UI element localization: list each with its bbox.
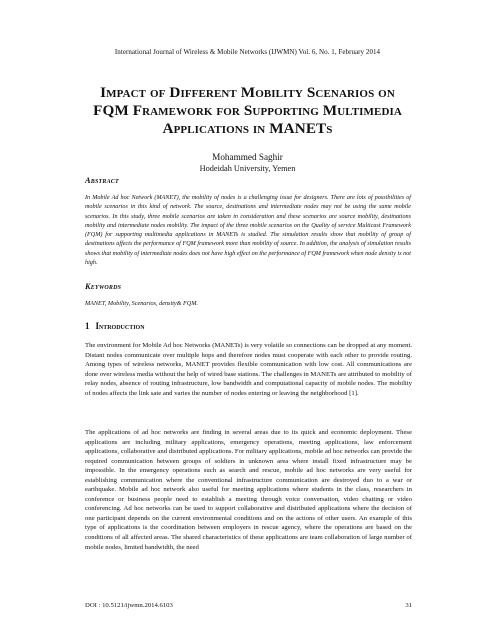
- title-line-2: FQM Framework for Supporting Multimedia: [93, 102, 402, 119]
- journal-header: International Journal of Wireless & Mobile Networks (IJWMN) Vol. 6, No. 1, February 2014: [114, 48, 381, 56]
- footer-doi: DOI : 10.5121/ijwmn.2014.6103: [85, 602, 173, 609]
- author-affiliation: Hodeidah University, Yemen: [199, 164, 296, 173]
- title-line-1: Impact of Different Mobility Scenarios on: [100, 84, 395, 101]
- page-number: 31: [405, 602, 412, 609]
- abstract-heading: Abstract: [85, 176, 119, 185]
- intro-paragraph-1: The environment for Mobile Ad hoc Networks (MANETs) is very volatile so connections can be dropped at any moment. Distant nodes communicate over multiple hops and therefore nodes must cooperate with each other to provide routing. Among types of wireless networks, MANET provides flexible communication with low cost. All communications are done over wireless media without the help of wired base stations. The challenges in MANETs are attributed to mobility of relay nodes, absence of routing infrastructure, low bandwidth and computational capacity of mobile nodes. The mobility of nodes affects the link sate and varies the number of nodes entering or leaving the neighborhood [1].: [85, 342, 412, 397]
- keywords-heading: Keywords: [85, 282, 122, 291]
- paper-title: [40, 84, 455, 138]
- abstract-text: In Mobile Ad hoc Network (MANET), the mobility of nodes is a challenging issue for designers. There are lots of possibilities of mobile scenarios in this kind of network. The source, destinations and intermediate nodes may not be using the same mobile scenarios. In this study, three mobile scenarios are taken in consideration and these scenarios are source mobility, destinations mobility and intermediate nodes mobility. The impact of the three mobile scenarios on the Quality of service Multicast Framework (FQM) for supporting multimedia applications in MANETs is studied. The simulation results show that mobility of group of destinations affects the performance of FQM framework more than mobility of source. In addition, the analysis of simulation results shows that mobility of intermediate nodes does not have high effect on the performance of FQM framework when node density is not high.: [85, 195, 411, 267]
- section-title: Introduction: [95, 321, 145, 331]
- section-number: 1: [85, 321, 90, 331]
- intro-paragraph-2: The applications of ad hoc networks are finding in several areas due to its quick and economic deployment. These applications are including military applications, emergency operations, meeting applications, law enforcement applications, collaborative and distributed applications. For military applications, mobile ad hoc networks can provide the required communication between groups of soldiers in unknown area where install fixed infrastructure may be impossible. In the emergency operations such as search and rescue, mobile ad hoc networks are very useful for establishing communication where the conventional infrastructure communication are destroyed duo to a war or earthquake. Mobile ad hoc network also useful for meeting applications where students in the class, researchers in conference or business people need to establish a meeting through voice conversation, video chatting or video conferencing. Ad hoc networks can be used to support collaborative and distributed applications where the decision of one participant depends on the current environmental conditions and on the actions of other users. An example of this type of applications is the coordination between employers in rescue agency, where the operations are based on the conditions of all affected areas. The shared characteristics of these applications are team collaboration of large number of mobile nodes, limited bandwidth, the need: [85, 429, 412, 551]
- author-name: Mohammed Saghir: [212, 152, 283, 162]
- keywords-text: MANET, Mobility, Scenarios, density& FQM.: [85, 300, 198, 307]
- introduction-heading: [85, 321, 145, 331]
- title-line-3: Applications in MANETs: [162, 120, 333, 137]
